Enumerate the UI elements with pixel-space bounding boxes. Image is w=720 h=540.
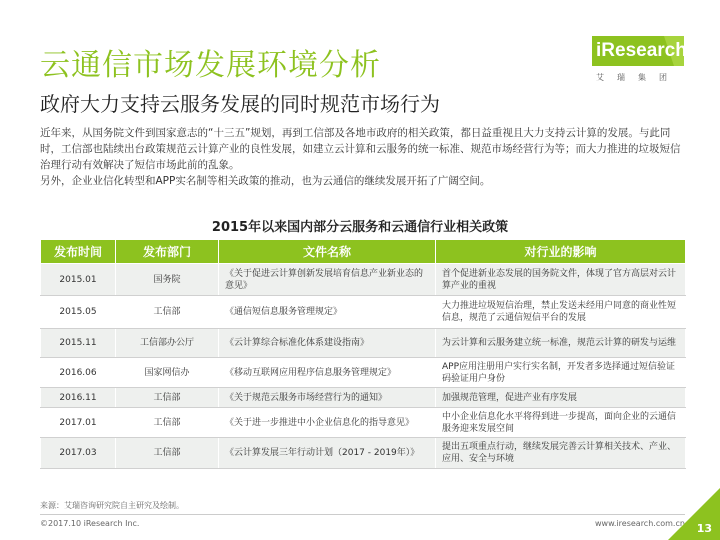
table-header-row [41, 240, 686, 264]
cell-department: 国务院 [116, 264, 219, 296]
footer-divider [40, 514, 685, 515]
cell-document: 《云计算综合标准化体系建设指南》 [219, 329, 436, 358]
logo-brand-text: iResearch [596, 40, 687, 61]
cell-date: 2016.11 [41, 388, 116, 408]
header-date: 发布时间 [41, 240, 116, 264]
cell-department: 工信部 [116, 438, 219, 469]
cell-date: 2015.11 [41, 329, 116, 358]
cell-impact: 中小企业信息化水平将得到进一步提高，面向企业的云通信服务迎来发展空间 [436, 408, 686, 438]
cell-impact: 为云计算和云服务建立统一标准，规范云计算的研发与运维 [436, 329, 686, 358]
cell-document: 《关于进一步推进中小企业信息化的指导意见》 [219, 408, 436, 438]
table-row [41, 388, 686, 408]
cell-document: 《关于规范云服务市场经营行为的通知》 [219, 388, 436, 408]
intro-paragraph-1: 近年来，从国务院文件到国家意志的“十三五”规划，再到工信部及各地市政府的相关政策，都日益重视且大力支持云计算的发展。与此同时，工信部也陆续出台政策规范云计算产业的良性发展，如建立云计算和云服务的统一标准、规范市场经营行为等；而大力推进的垃圾短信治理行动有效解决了短信市场此前的乱象。 [40, 127, 681, 171]
cell-department: 工信部 [116, 408, 219, 438]
cell-department: 工信部 [116, 388, 219, 408]
table-row [41, 408, 686, 438]
table-row [41, 264, 686, 296]
cell-date: 2017.03 [41, 438, 116, 469]
page-title: 云通信市场发展环境分析 [40, 48, 381, 83]
cell-date: 2015.01 [41, 264, 116, 296]
table-row [41, 329, 686, 358]
logo-sub-text: 艾瑞集团 [596, 73, 680, 82]
page-subtitle: 政府大力支持云服务发展的同时规范市场行为 [40, 92, 440, 116]
copyright-text: ©2017.10 iResearch Inc. [40, 519, 140, 528]
cell-impact: APP应用注册用户实行实名制，开发者多选择通过短信验证码验证用户身份 [436, 358, 686, 388]
cell-department: 工信部 [116, 296, 219, 329]
cell-impact: 加强规范管理，促进产业有序发展 [436, 388, 686, 408]
table-row [41, 438, 686, 469]
cell-date: 2016.06 [41, 358, 116, 388]
website-text: www.iresearch.com.cn [595, 519, 685, 528]
iresearch-logo [592, 36, 687, 84]
cell-document: 《关于促进云计算创新发展培育信息产业新业态的意见》 [219, 264, 436, 296]
cell-impact: 提出五项重点行动，继续发展完善云计算相关技术、产业、应用、安全与环境 [436, 438, 686, 469]
header-impact: 对行业的影响 [436, 240, 686, 264]
cell-department: 国家网信办 [116, 358, 219, 388]
header-department: 发布部门 [116, 240, 219, 264]
header-document: 文件名称 [219, 240, 436, 264]
cell-document: 《云计算发展三年行动计划（2017 - 2019年）》 [219, 438, 436, 469]
cell-document: 《移动互联网应用程序信息服务管理规定》 [219, 358, 436, 388]
intro-text [40, 125, 685, 189]
page-number: 13 [696, 522, 712, 535]
table-row [41, 296, 686, 329]
source-note: 来源：艾瑞咨询研究院自主研究及绘制。 [40, 501, 184, 510]
table-title: 2015年以来国内部分云服务和云通信行业相关政策 [211, 220, 509, 235]
policy-table [40, 239, 686, 469]
cell-impact: 首个促进新业态发展的国务院文件，体现了官方高层对云计算产业的重视 [436, 264, 686, 296]
cell-document: 《通信短信息服务管理规定》 [219, 296, 436, 329]
cell-date: 2015.05 [41, 296, 116, 329]
table-row [41, 358, 686, 388]
cell-impact: 大力推进垃圾短信治理，禁止发送未经用户同意的商业性短信息，规范了云通信短信平台的发展 [436, 296, 686, 329]
intro-paragraph-2: 另外，企业业信化转型和APP实名制等相关政策的推动，也为云通信的继续发展开拓了广阔空间。 [40, 175, 491, 187]
cell-date: 2017.01 [41, 408, 116, 438]
cell-department: 工信部办公厅 [116, 329, 219, 358]
